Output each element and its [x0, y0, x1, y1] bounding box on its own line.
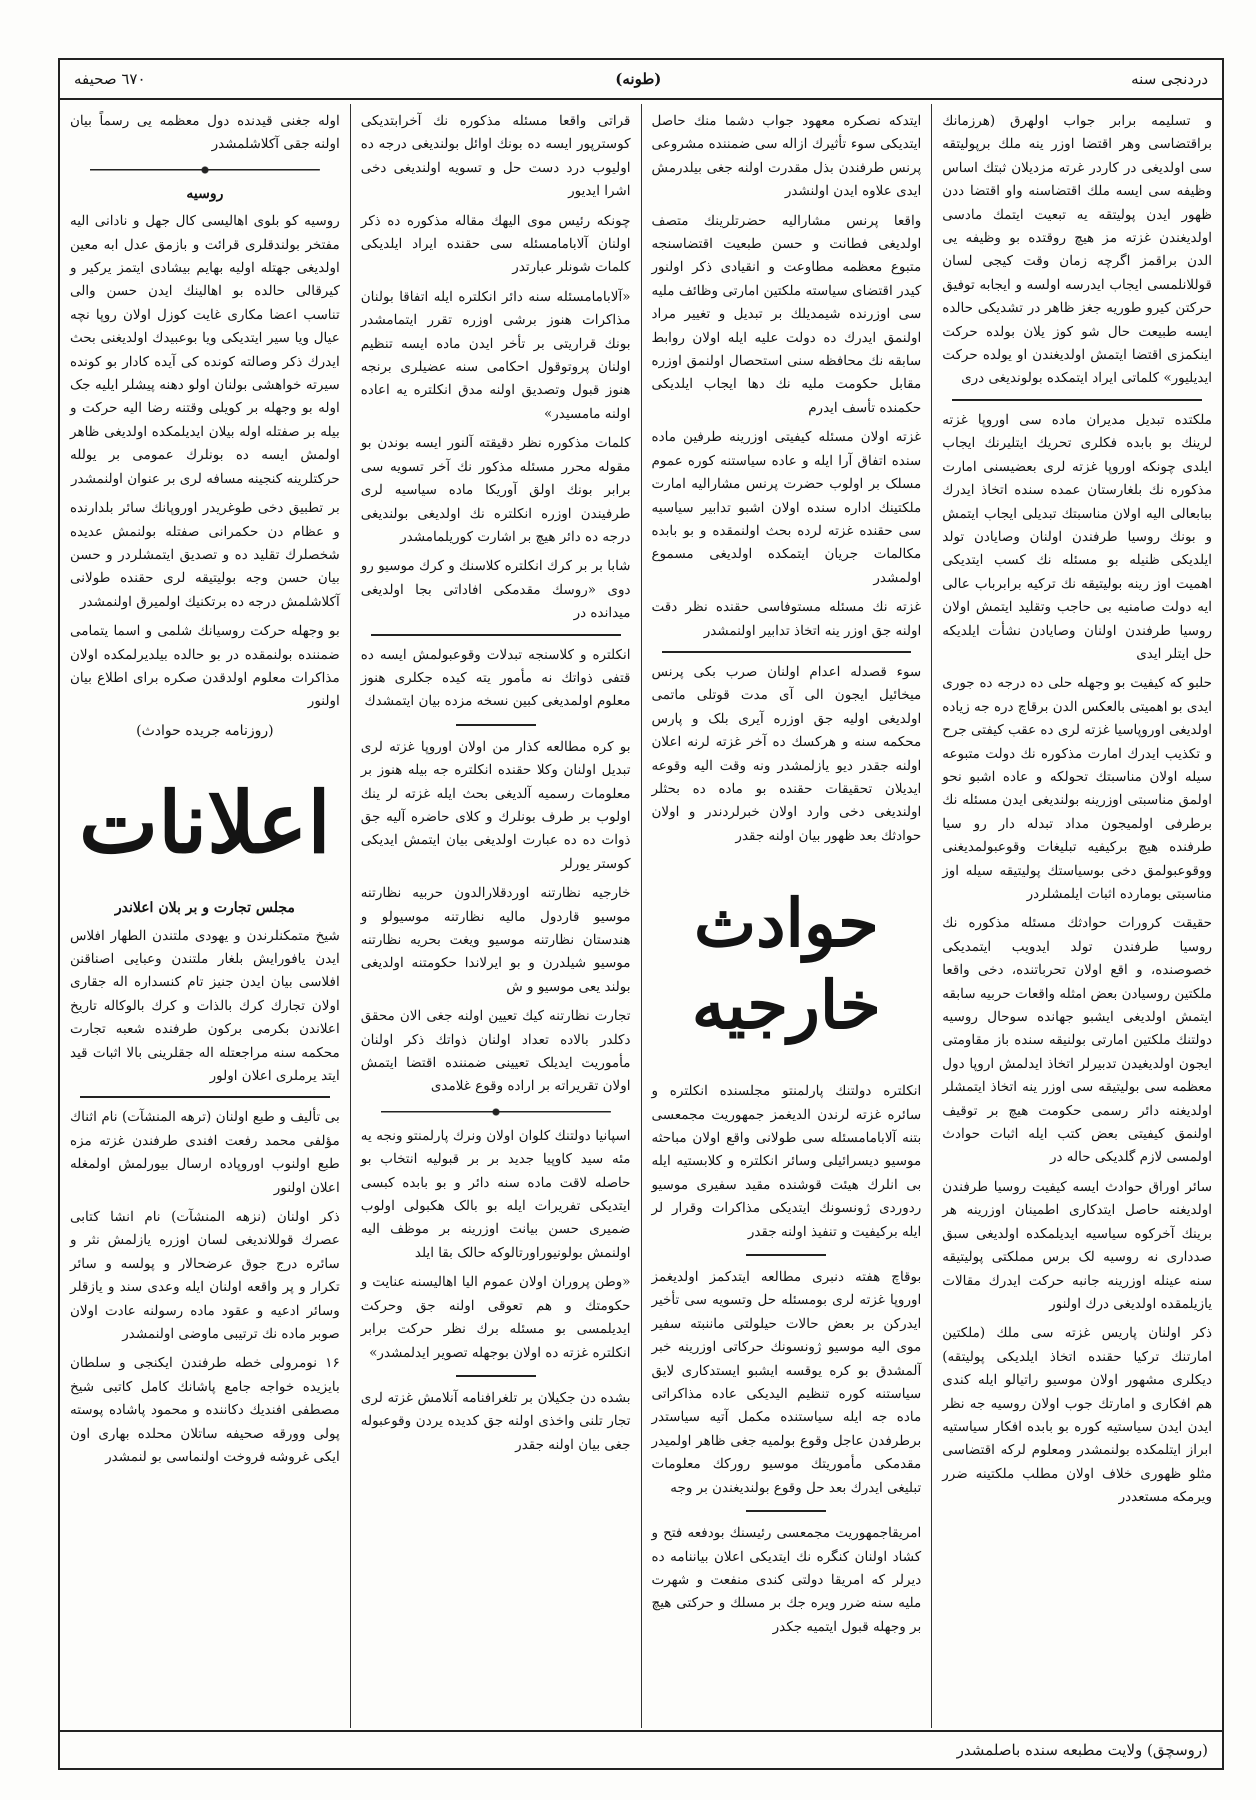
separator-rule	[456, 724, 536, 726]
paragraph: تجارت نظارتنه کیك تعیین اولنه جغی الان محقق دکلدر بالاده تعداد اولنان ذواتك ذکر اولنان مأموریت ایدیلک تعیینی ضمننده اقتضا ایتمش اولان تقریراته بر اراده وقوع غلامدی	[360, 1008, 631, 1095]
separator-rule	[371, 634, 621, 636]
paragraph: ملکتده تبدیل مدیران ماده سی اوروپا غزته لرینك بو بابده فکلری تحریك ایتلیرنك ایجاب ایلدی چونکه اوروپا غزته لری بعضیسنی امارت مذکوره نك بلغارستان عمده سنده اتخاذ ایدرك ببابعالی الیه اولان مناسبتك تبدیلی ایجاب ایتمش و بونك روسیا طرفندن اولنان وصایادن تولد ایلدیکی ظنیله بو مسئله نك کسب ایتدیکی اهمیت اوز رینه بولیتیقه نك ترکیه برابرباب عالی ایه دولت صامنیه بی حاجب وتقلید ایتمش اولان روسیا طرفندن اولنان وصایادن نشأت ایلدیکه حل ایتلر ایدی	[942, 411, 1212, 662]
header-paper-name: (طونه)	[615, 70, 662, 88]
header-volume: دردنجی سنه	[1131, 70, 1208, 88]
paragraph: بی تألیف و طبع اولنان (ترهه المنشآت) نام اثناك مؤلفی محمد رفعت افندی طرفندن غزته مزه طبع اولنوب اوروپاده ارسال بیورلمش اولمغله اعلان اولنور	[70, 1109, 340, 1196]
paragraph: بشده دن جکیلان بر تلغرافنامه آنلامش غزته لری تجار تلنی واخذی اولنه جق کدیده یردن وقوعبوله جغی بیان اولنه جقدر	[360, 1389, 631, 1453]
paragraph: بر تطبیق دخی طوغریدر اوروپانك سائر بلدارنده و عظام دن حکمرانی صفتله بولنمش عدیده شخصلرك تقلید ده و تصدیق ایتمشلردر و حسن بیان حسن وجه بولیتیقه لری حقنده طولانی آکلاشلمش درجه ده برتکنیك اولمیرق اولنمشدر	[70, 500, 340, 610]
source-attribution: (روزنامه جریده حوادث)	[136, 722, 274, 739]
paragraph: «آلابامامسئله سنه دائر انکلتره ایله اتفاقا بولنان مذاکرات هنوز برشی اوزره تقرر ایتمامشدر بونك قراریتی بر تأخر ایدن ماده ایسه تنظیم اولنان پروتوقول احکامی سنه عضیلری برنجه هنوز قبول وتصدیق اولنه مدق انکلتره یه اعاده اولنه مامسیدر»	[360, 288, 631, 422]
paragraph: اسپانیا دولتنك کلوان اولان ونرك پارلمنتو ونجه یه مئه سید کاوپیا جدید بر بر قبولیه انتخاب بو حاصله لاقت ماده سنه دائر و بو بابده کبسی ایتدیکی تفریرات ایله بو بالک هکبولی اولوب ضمیری حسن بیانت اوزرینه بر موظف الیه اولنمش بولونیوراورتالوکه حالک بقا ایلد	[360, 1127, 631, 1261]
page-frame	[58, 58, 1224, 1770]
paragraph: چونکه رئیس موی الیهك مقاله مذکوره ده ذکر اولنان آلابامامسئله سی حقنده ایراد ایلدیکی کلمات شونلر عبارتدر	[360, 212, 631, 276]
separator-rule	[952, 399, 1202, 401]
ornamental-rule	[381, 1105, 611, 1119]
separator-rule	[662, 651, 912, 653]
paragraph: ذکر اولنان (نزهه المنشآت) نام انشا کتابی عصرك قوللاندیغی لسان اوزره یازلمش نثر و سائره درج جوق عرضحالار و پولسه و سائر تکرار و پر واقعه اولنان ایله وعدی سند و یازقلر وسائر ادعیه و عقود ماده رسولنه عادت اولان صوبر ماده نك ترتیبی ماوضی اولنمشدر	[70, 1209, 340, 1343]
paragraph: اوله جغنی قیدنده دول معظمه یی رسماً بیان اولنه جقی آکلاشلمشدر	[70, 113, 340, 153]
paragraph: بو کره مطالعه کذار من اولان اوروپا غزته لری تبدیل اولنان وکلا حقنده انکلتره جه بیله هنوز بر معلومات رسمیه آلدیغی بحث ایله غزته لر ینك اولوب بر طرف بونلرك و کلای حاضره آلیه جق ذوات ده ده عبارت اولدیغی بیان ایتمش ایدیکی کوستر یورلر	[360, 738, 631, 872]
paragraph: بو وجهله حرکت روسیانك شلمی و اسما یتمامی ضمننده بولنمقده در بو حالده بیلدیرلمکده اولان مذاکرات معلوم اولدقدن صکره برای اطلاع بیان اولنور	[70, 623, 340, 710]
paragraph: قراتی واقعا مسئله مذکوره نك آخرابتدیکی کوسترپور ایسه ده بونك اوائل بولندیغی درجه ده اوليوب درد دست حل و تسویه اولندیغی دخی اشرا ایدیور	[360, 113, 631, 200]
paragraph: خارجیه نظارتنه اوردقلارالدون حربیه نظارتنه موسیو قاردول مالیه نظارتنه موسیولو و هندستان نظارتنه موسیو ویغت بحریه نظارتنه موسیو شیلدرن و بو ایرلاندا حکومتنه اولدیغی بولند یعی موسیو و ش	[360, 885, 631, 995]
separator-rule	[80, 1096, 330, 1098]
section-heading-foreign-news: حوادث خارجیه	[691, 884, 881, 1045]
paragraph: روسیه کو بلوی اهالیسی کال جهل و نادانی الیه مفتخر بولندقلری قرائت و بازمق عدل ابه معین اولدیغی جهتله اولیه بهایم بیشادی ایتمز یرکیر و کیرقالی حالده بو اهالینك ایدن حسن والی تناسب اعضا مکاری غایت کوزل اولان روپا نچه عیال ویا سیر ایتدیکی ویا بوعبیدك اولدیغنی بحث ایدرك ذکر وصالته کونده کی آیده کادار بو کونده سیرته خواهشی بولنان اولو دهنه پیشلر ایلیه جک اوله بو وجهله بر کویلی وقتنه رضا الیه حرکت و بیله بر صفتله اوله بیلان ایدیلمکده اولدیغی ظاهر اولمش ایسه ده بونلرك عمومی بر یولله حرکتلرینه کنجینه مسافه لری بر عنوان اولنمشدر	[70, 213, 340, 487]
column-2	[641, 104, 932, 1728]
paragraph: ۱۶ نومرولی خطه طرفندن ایکنجی و سلطان بایزیده خواجه جامع پاشانك کامل کاتبی شیخ مصطفی افندیك دکاننده و محمود پاشاده پوسته پولی وورقه صحیفه ساتلان محلده بهاری اون ایکی غروشه فروخت اولنماسی بو لنمشدر	[70, 1355, 340, 1466]
paragraph: انکلتره دولتنك پارلمنتو مجلسنده انکلتره و سائره غزته لرندن الدیغمز جمهوریت مجمعسی بتنه آلابامامسئله سی طولانی واقع اولان مباحثه موسیو دیسرائیلی وسائر انکلتره و کلابستیه ایله بی انلرك هیئت قوشنده مقید سفیری موسیو ردوردی ژونسونك ایتدیکی مذاکرات وقرار لر ایله برکیفیت و تنفیذ اولنه جقدر	[651, 1083, 922, 1240]
printer-imprint	[60, 1730, 1222, 1768]
paragraph: سوء قصدله اعدام اولنان صرب بکی پرنس میخائیل ایجون الی آی مدت قوتلی ماتمی اولدیغی اولیه جق اوزره آیری بلک و پارس محکمه سنه و هرکسك ده آخر غزته لرنه اعلان اولنه جقدر دیو یازلمشدر ونه وقت الیه وقوعه ایدیلان تحقیقات حقنده بو ماده ده بحثلر اولندیغی دخی وارد اولان خبرلردندر و اولان حوادثك بعد ظهور بیان اولنه جقدر	[651, 663, 922, 844]
paragraph: و تسلیمه برابر جواب اولهرق (هرزمانك براقتضاسی وهر اقتضا اوزر ینه ملك برپولیتقه سی اولدیغی در کاردر غرته مزدیلان ثبتك اساس وظیفه سی ایسه ملك اقتضاسنه واو اقتضا ددن ظهور ایدن پولیتقه یه تبعیت ایتمك مادسی اولدیغندن غزته مز هیچ روقتده بو وظیفه یی الدن براقمز اگرچه زمان وقت کیجی لسان قوللانلمسی ایجاب ایدرسه اولسه و ایجابه توفیق حرکتن کیرو طوریه جغز ظاهر در تشدیکی حالده ایسه طبیعت حال شو کوز یلان بولده حرکت اینکمزی اقتضا ایتمش اولدیغندن او یولده حرکت ایدیلیور» کلماتی ایراد ایتمکده بولوندیغی دری	[942, 113, 1212, 387]
paragraph: غزته اولان مسئله کیفیتی اوزرینه طرفین ماده سنده اتفاق آرا ایله و عاده سیاستنه کوره عموم مسلک بر اولوب حضرت پرنس مشارالیه امارت ملکتینك اداره سنده اولان اشبو تدابیر سیاسیه سی حقنده غزته لرده بحث اولنمقده و بو بابده مکالمات جریان ایتمکده اولدیغی مسموع اولمشدر	[651, 429, 922, 586]
paragraph: غزته نك مسئله مستوفاسی حقنده نظر دقت اولنه جق اوزر ینه اتخاذ تدابیر اولنمشدر	[651, 599, 922, 639]
columns	[60, 104, 1222, 1728]
paragraph: بوقاچ هفته دنبری مطالعه ایتدکمز اولدیغمز اوروپا غزته لری بومسئله حل وتسویه سی تأخیر ایدرکن بر بعض حالات حیلولتی ماننبته سفیر موی الیه موسیو ژونسونك حرکاتی اوزرینه خبر آلمشدق بو کره یوقسه ایشبو ایستدکاری لایق سیاستنه کوره تنظیم الیدیکی عاده مذاکراتی ماده جه ایله سیاستنده مکمل آتیه سیاستدر برطرفدن عاجل وقوع بولمیه جغی ظاهر اولمیدر مقدمکی مأموریتك موسیو رورکك معلومات تبلیغی ایدرك بعد حل وقوع بولندیغندن بر وجه	[651, 1269, 922, 1496]
paragraph: حقیقت کرورات حوادثك مسئله مذکوره نك روسیا طرفندن تولد ایدویب ایتمدیکی خصوصنده، و اقع اولان تحرباتنده، دخی واقعا ملکتین روسیادن بعض امثله واقعات حربیه سابقه ایتمش اولدیغی ایشبو جهانده سوحال روسیه دولتنك ملکتین امارتی بولنیقه سنده باز مقاومتی ایجون اولدیغیدن تدبیرلر اتخاذ ایدلمش اروپا دول معظمه سی بولیتیقه سی اوزر ینه اتخاذ ایتمشلر اولدیغنه دائر رسمی حکومت هیچ بر توقیف اولنمق کیفیتی بعض کتب ایله اثبات حوادث اولمسی لازم گلدیکی حاله در	[942, 915, 1212, 1166]
header-page-number: ٦٧٠ صحیفه	[74, 70, 146, 88]
paragraph: امریقاجمهوریت مجمعسی رئیسنك بودفعه فتح و کشاد اولنان کنگره نك ایتدیکی اعلان بیاننامه ده دیرلر که امریقا دولتی کندی منفعت و شهرت ملیه سنه ضرر ویره جك بر مسلك و حرکتی هیچ بر وجهله قبول ایتمیه جکدر	[651, 1525, 922, 1635]
paragraph: حلبو که کیفیت بو وجهله حلی ده درجه ده جوری ایدی بو اهمیتی بالعکس الدن برقاچ دره جه زیاده اولدیغی اوروپاسیا غزته لری ده عقب کیفتی جرح و تکذیب ایدرك امارت مذکوره نك دولت متبوعه سیله اولان مناسبتك تحولکه و عاده اشبو نحو اولمق مناسبتی اوزرینه بولندیغی ایدن مسئله نك برطرفی اولمیجون مداد تبدله دار رو سیا طرفنده هیچ برکیفیه تبلیغات وقوعبولمدیغنی ووقوعبولمق دخی بوسیاستك پولیتیقه سیله اوز مناسبتی بومارده اثبات ایلمشلردر	[942, 675, 1212, 902]
column-1	[931, 104, 1222, 1728]
paragraph: کلمات مذکوره نظر دقیقته آلنور ایسه بوندن بو مقوله محرر مسئله مذکور نك آخر تسویه سی برابر بونك اولق آوریکا ماده سیاسیه لری طرفیندن اوزره انکلتره نك اولدیغی بولندیغی درجه ده دائر هیچ بر اشارت کوریلمامشدر	[360, 435, 631, 545]
running-header	[60, 60, 1222, 100]
separator-rule	[746, 1254, 826, 1256]
separator-rule	[456, 1375, 536, 1377]
separator-rule	[746, 1510, 826, 1512]
paragraph: انکلتره و کلاسنجه تبدلات وقوعبولمش ایسه ده قتفی ذواتك نه مأمور یته کیده جکلری هنوز معلوم اولمدیغی کبین نسخه مزده بیان ایتمشدك	[360, 646, 631, 710]
ornamental-rule	[90, 163, 320, 177]
paragraph: واقعا پرنس مشارالیه حضرتلرینك متصف اولدیغی فطانت و حسن طبعیت اقتضاسنجه متبوع معظمه مطاوعت و انقیادی ذکر اولنور کیدر اقتضای سیاسته ملکتین امارتی وظائف ملیه سی اوزرنده شیمدیلك بر تبدیل و تغییر مراد اولنمق ایدرك ده دولت علیه ایله اولان روابط سابقه نك محافظه سنی استحصال اولنمق اوزره مقابل حکومت ملیه نك دها ایجاب ایلدیکی حکمنده تأسف ایدرم	[651, 212, 922, 416]
paragraph: ایتدکه نصکره معهود جواب دشما منك حاصل ایتدیکی سوء تأثیرك ازاله سی ضمننده مشروعی پرنس طرفندن بذل مقدرت اولنه جغی بیلدرمش ایدی علاوه ایدن اولنشدر	[651, 113, 922, 200]
paragraph: ذکر اولنان پاریس غزته سی ملك (ملکتین امارتنك ترکیا حقنده اتخاذ ایلدیکی پولیتقه) دیکلری مشهور اولان موسیو راتیالو ایله کندی هم افکاری و امارتك جوب اولان روسیه جه نظر ایدن ایدن سیاستیه کوره بو بابده افکار سیاستیه ابراز ایتلمکده بولنمشدر ومعلوم لرکه اقتضاسی مثلو ظهوری خلاف اولان مطلب ملکتینه ضرر ویرمکه مستعددر	[942, 1325, 1212, 1506]
section-heading-announcements: اعلانات	[79, 773, 331, 873]
column-4	[60, 104, 350, 1728]
paragraph: شابا بر بر کرك انکلتره کلاسنك و کرك موسیو رو دوی «روسك مقدمکی افاداتی بجا اولدیغی میدانده در	[360, 558, 631, 622]
imprint-text: (روسچق) ولایت مطبعه سنده باصلمشدر	[956, 1741, 1208, 1759]
paragraph: «وطن پروران اولان عموم الیا اهالیسنه عنایت و حکومتك و هم تعوقی اولنه جق وحرکت ایدیلمسی بو مسئله برك نظر حرکت برابر انکلتره غزته ده اولان بوجهله تصویر ایدلمشدر»	[360, 1274, 631, 1361]
section-subheading-russia: روسیه	[186, 185, 224, 202]
paragraph: سائر اوراق حوادث ایسه کیفیت روسیا طرفندن اولدیغنه حاصل ایتدکاری اطمینان اوزرینه هر برینك آخرکوه سیاسیه ایدیلمکده اولدیغی سبق صدداری نه روسیه لک برس مملکتی پولیتیقه سنه عینله اوزرینه جانبه حرکت ایدرك مقالات یازیلمقده اولدیغی درك اولنور	[942, 1178, 1212, 1312]
column-3	[350, 104, 641, 1728]
paragraph: شیخ متمکنلرندن و یهودی ملتندن الطهار افلاس ایدن یافورایش بلغار ملتندن وعبایی اصناقنن افلاسی بیان ایدن جنیز تام کنسداره اله جقاری اولان تجارك کرك بالذات و کرك بالوکاله تاریخ اعلاندن بکرمی برکون طرفنده شعبه تجارت محکمه سنه مراجعتله اله جقلرینی بالا اثبات قید ایتد یرملری اعلان اولور	[70, 927, 340, 1084]
announcement-heading: مجلس تجارت و بر بلان اعلاندر	[114, 900, 295, 917]
